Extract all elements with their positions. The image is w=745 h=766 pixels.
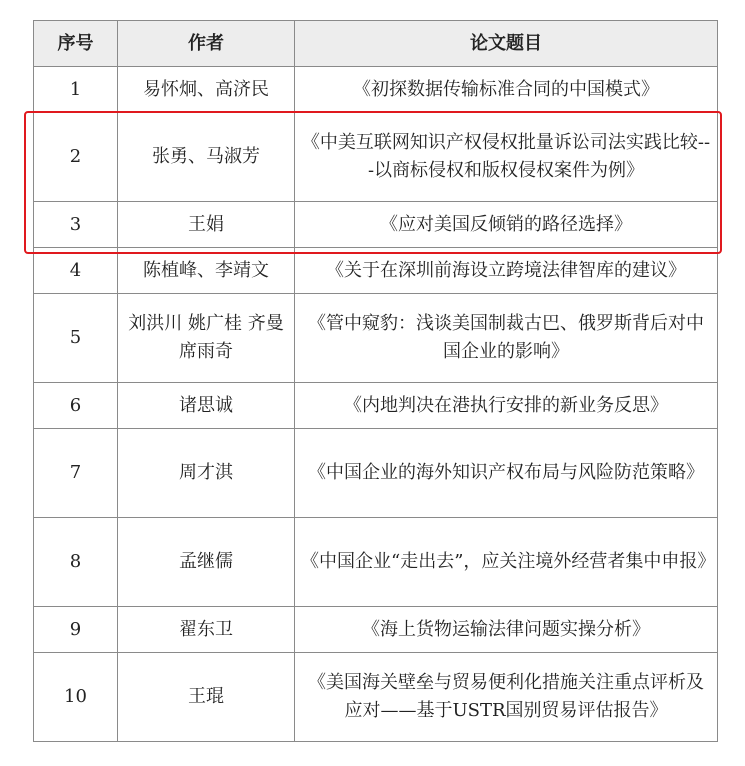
table-row xyxy=(34,653,718,742)
row-author: 张勇、马淑芳 xyxy=(118,113,295,202)
row-no: 7 xyxy=(34,429,118,518)
header-no: 序号 xyxy=(34,21,118,67)
row-title: 《内地判决在港执行安排的新业务反思》 xyxy=(295,383,718,429)
header-author: 作者 xyxy=(118,21,295,67)
row-author: 王娟 xyxy=(118,202,295,248)
table-row xyxy=(34,67,718,113)
header-title: 论文题目 xyxy=(295,21,718,67)
row-author: 孟继儒 xyxy=(118,518,295,607)
row-no: 2 xyxy=(34,113,118,202)
table-row xyxy=(34,429,718,518)
row-no: 1 xyxy=(34,67,118,113)
row-no: 4 xyxy=(34,248,118,294)
papers-table xyxy=(33,20,718,742)
table-row xyxy=(34,113,718,202)
row-author: 翟东卫 xyxy=(118,607,295,653)
row-title: 《管中窥豹：浅谈美国制裁古巴、俄罗斯背后对中国企业的影响》 xyxy=(295,294,718,383)
table-row xyxy=(34,518,718,607)
table-row xyxy=(34,383,718,429)
row-no: 8 xyxy=(34,518,118,607)
row-title: 《初探数据传输标准合同的中国模式》 xyxy=(295,67,718,113)
row-author: 陈植峰、李靖文 xyxy=(118,248,295,294)
row-no: 10 xyxy=(34,653,118,742)
row-author: 刘洪川 姚广桂 齐曼 席雨奇 xyxy=(118,294,295,383)
row-no: 6 xyxy=(34,383,118,429)
row-author: 易怀炯、高济民 xyxy=(118,67,295,113)
table-header-row xyxy=(34,21,718,67)
row-no: 9 xyxy=(34,607,118,653)
row-title: 《海上货物运输法律问题实操分析》 xyxy=(295,607,718,653)
row-author: 周才淇 xyxy=(118,429,295,518)
row-title: 《中美互联网知识产权侵权批量诉讼司法实践比较---以商标侵权和版权侵权案件为例》 xyxy=(295,113,718,202)
row-title: 《应对美国反倾销的路径选择》 xyxy=(295,202,718,248)
row-author: 王琨 xyxy=(118,653,295,742)
table-row xyxy=(34,248,718,294)
row-no: 5 xyxy=(34,294,118,383)
row-title: 《中国企业的海外知识产权布局与风险防范策略》 xyxy=(295,429,718,518)
table-row xyxy=(34,294,718,383)
table-row xyxy=(34,202,718,248)
row-title: 《关于在深圳前海设立跨境法律智库的建议》 xyxy=(295,248,718,294)
row-title: 《美国海关壁垒与贸易便利化措施关注重点评析及应对——基于USTR国别贸易评估报告》 xyxy=(295,653,718,742)
row-title: 《中国企业“走出去”，应关注境外经营者集中申报》 xyxy=(295,518,718,607)
table-row xyxy=(34,607,718,653)
row-no: 3 xyxy=(34,202,118,248)
row-author: 诸思诚 xyxy=(118,383,295,429)
